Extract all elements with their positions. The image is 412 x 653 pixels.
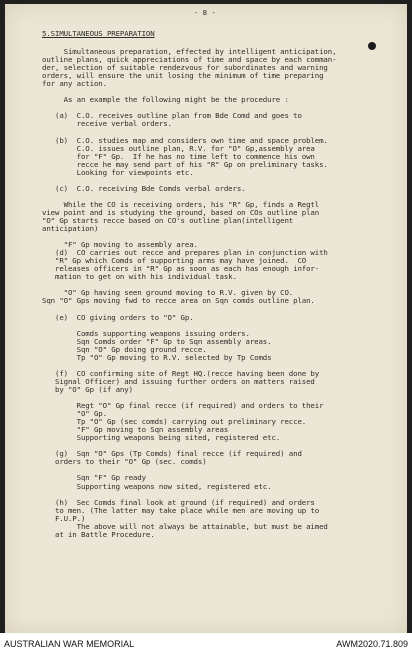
footer-institution: AUSTRALIAN WAR MEMORIAL <box>4 639 135 649</box>
archive-footer <box>0 633 412 653</box>
punch-hole <box>368 42 376 50</box>
page-number: - 8 - <box>194 8 216 17</box>
document-body: Simultaneous preparation, effected by intelligent anticipation, outline plans, quick appreciations of time and space by each comman- der, selection of suitable rendezvous for subordinates and warning orders, will ensure the unit losing the minimum of time preparing for any action. As an example the following might be the procedure : (a) C.O. receives outline plan from Bde Comd and goes to receive verbal orders. (b) C.O. studies map and considers own time and space problem. C.O. issues outline plan, R.V. for "O" Gp,assembly area for "F" Gp. If he has no time left to commence his own recce he may send part of his "R" Gp on preliminary tasks. Looking for viewpoints etc. (c) C.O. receiving Bde Comds verbal orders. While the CO is receiving orders, his "R" Gp, finds a Regtl view point and is studying the ground, based on COs outline plan "O" Gp starts recce based on CO's outline plan(intelligent anticipation) "F" Gp moving to assembly area. (d) CO carries out recce and prepares plan in conjunction with "R" Gp which Comds of supporting arms may have joined. CO releases officers in "R" Gp as soon as each has enough infor- mation to get on with his individual task. "O" Gp having seen ground moving to R.V. given by CO. Sqn "O" Gps moving fwd to recce area on Sqn comds outline plan. (e) CO giving orders to "O" Gp. Comds supporting weapons issuing orders. Sqn Comds order "F" Gp to Sqn assembly areas. Sqn "O" Gp doing ground recce. Tp "O" Gp moving to R.V. selected by Tp Comds (f) CO confirming site of Regt HQ.(recce having been done by Signal Officer) and issuing further orders on matters raised by "O" Gp (if any) Regt "O" Gp final recce (if required) and orders to their "O" Gp. Tp "O" Gp (sec comds) carrying out preliminary recce. "F" Gp moving to Sqn assembly areas Supporting weapons being sited, registered etc. (g) Sqn "O" Gps (Tp Comds) final recce (if required) and orders to their "O" Gp (sec. comds) Sqn "F" Gp ready Supporting weapons now sited, registered etc. (h) Sec Comds final look at ground (if required) and orders to men. (The latter may take place while men are moving up to F.U.P.) The above will not always be attainable, but must be aimed at in Battle Procedure. <box>42 47 337 539</box>
section-heading: 5.SIMULTANEOUS PREPARATION <box>42 29 155 38</box>
footer-accession-number: AWM2020.71.809 <box>336 639 408 649</box>
document-page <box>5 4 407 633</box>
